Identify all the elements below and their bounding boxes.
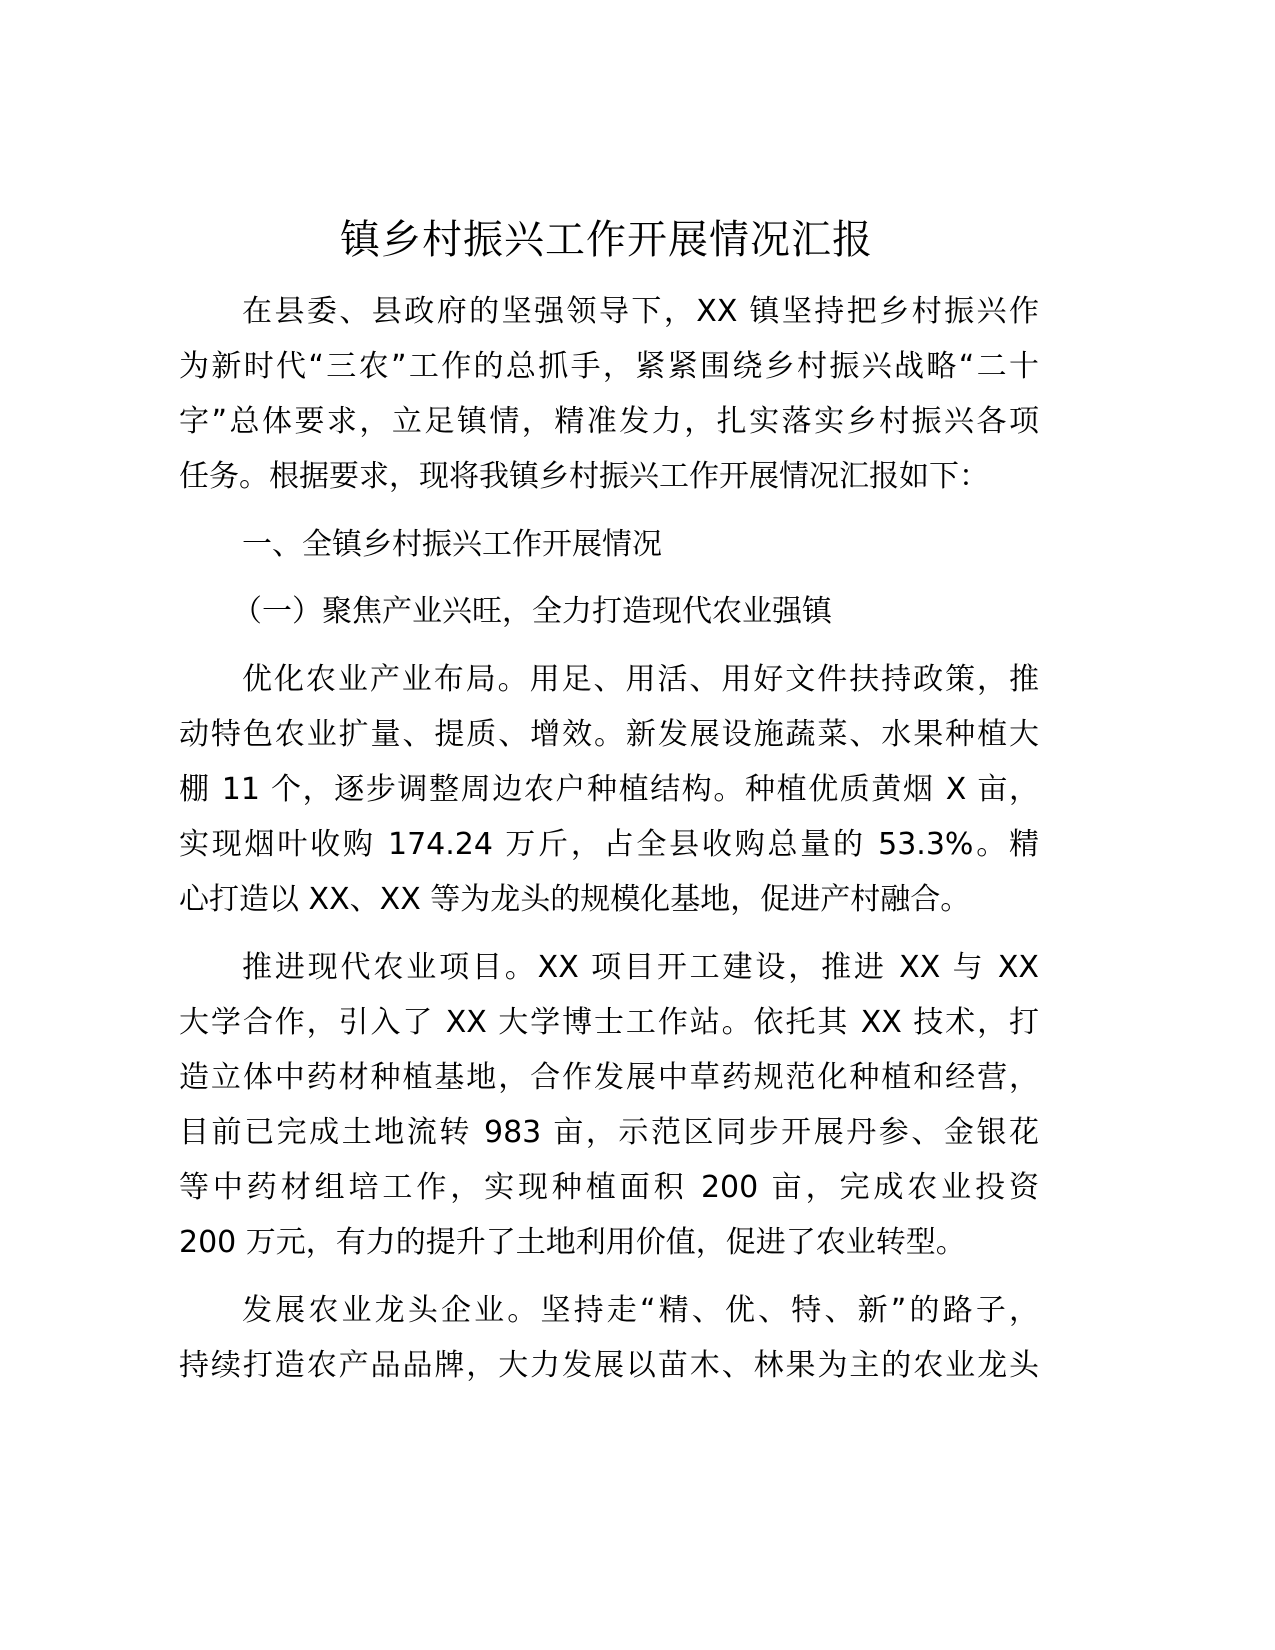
paragraph-line: 实现烟叶收购 174.24 万斤，占全县收购总量的 53.3%。精 [179,827,1039,862]
paragraph-line: 优化农业产业布局。用足、用活、用好文件扶持政策，推 [242,662,1039,697]
subsection-heading: （一）聚焦产业兴旺，全力打造现代农业强镇 [232,594,832,629]
paragraph-line: 棚 11 个，逐步调整周边农户种植结构。种植优质黄烟 X 亩， [179,772,1039,807]
paragraph-line: 任务。根据要求，现将我镇乡村振兴工作开展情况汇报如下： [179,459,989,494]
section-heading: 一、全镇乡村振兴工作开展情况 [242,527,662,562]
paragraph-line: 动特色农业扩量、提质、增效。新发展设施蔬菜、水果种植大 [179,717,1039,752]
paragraph-line: 字”总体要求，立足镇情，精准发力，扎实落实乡村振兴各项 [179,404,1039,439]
paragraph-line: 持续打造农产品品牌，大力发展以苗木、林果为主的农业龙头 [179,1348,1039,1383]
paragraph-line: 为新时代“三农”工作的总抓手，紧紧围绕乡村振兴战略“二十 [179,349,1039,384]
paragraph-line: 造立体中药材种植基地，合作发展中草药规范化种植和经营， [179,1060,1039,1095]
paragraph-line: 目前已完成土地流转 983 亩，示范区同步开展丹参、金银花 [179,1115,1039,1150]
paragraph-line: 发展农业龙头企业。坚持走“精、优、特、新”的路子， [242,1293,1039,1328]
paragraph-line: 200 万元，有力的提升了土地利用价值，促进了农业转型。 [179,1225,966,1260]
document-title: 镇乡村振兴工作开展情况汇报 [340,217,873,263]
paragraph-line: 等中药材组培工作，实现种植面积 200 亩，完成农业投资 [179,1170,1039,1205]
paragraph-line: 推进现代农业项目。XX 项目开工建设，推进 XX 与 XX [242,950,1039,985]
paragraph-line: 心打造以 XX、XX 等为龙头的规模化基地，促进产村融合。 [179,882,971,917]
paragraph-line: 在县委、县政府的坚强领导下，XX 镇坚持把乡村振兴作 [242,294,1039,329]
paragraph-line: 大学合作，引入了 XX 大学博士工作站。依托其 XX 技术，打 [179,1005,1039,1040]
